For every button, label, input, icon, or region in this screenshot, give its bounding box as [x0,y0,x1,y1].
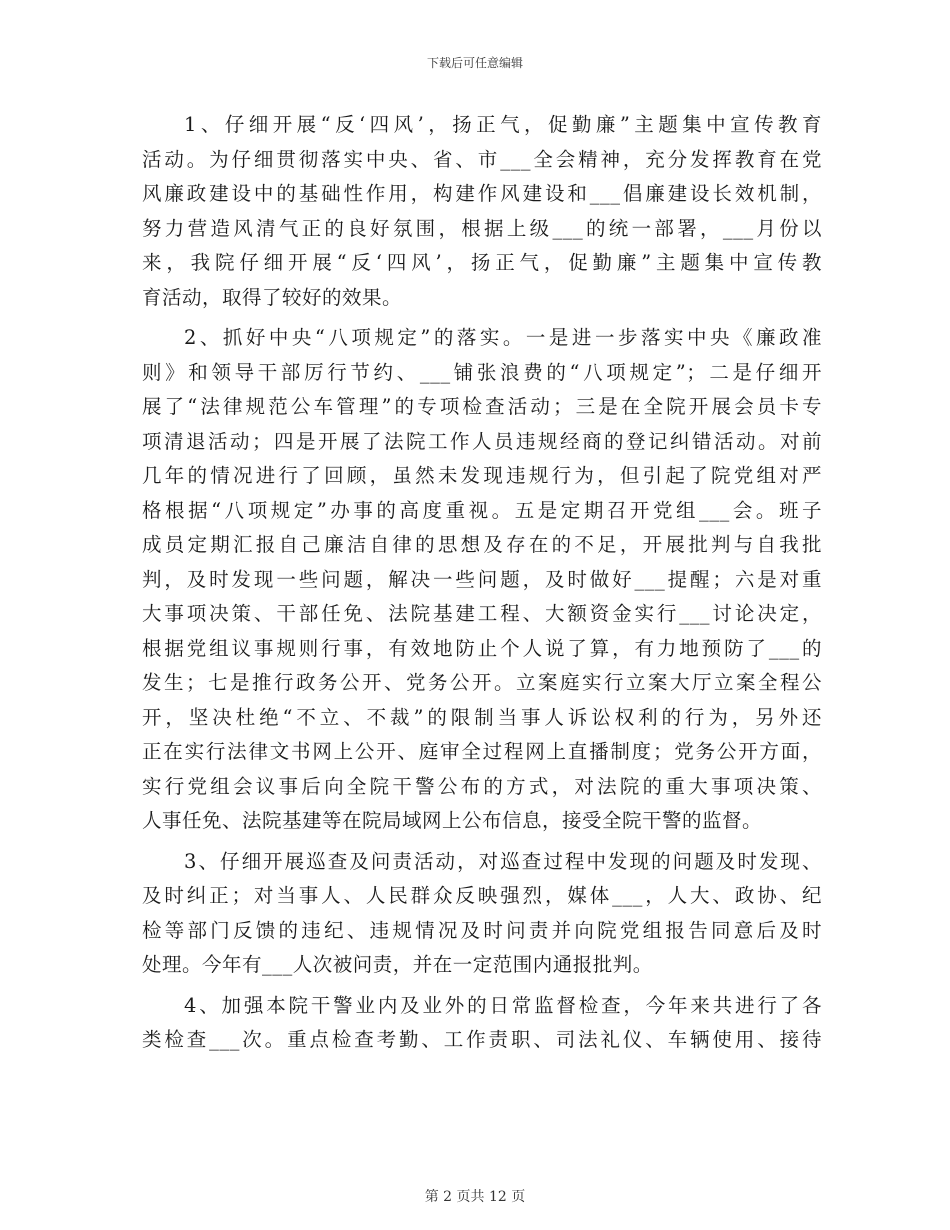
text-line: 项清退活动；四是开展了法院工作人员违规经商的登记纠错活动。对前 [142,429,822,453]
text-line: 风廉政建设中的基础性作用，构建作风建设和___倡廉建设长效机制， [142,182,822,205]
text-line: 正在实行法律文书网上公开、庭审全过程网上直播制度；党务公开方面， [142,740,822,763]
text-line: 3、仔细开展巡查及问责活动，对巡查过程中发现的问题及时发现、 [184,849,822,873]
text-line: 发生；七是推行政务公开、党务公开。立案庭实行立案大厅立案全程公 [142,671,822,694]
text-line: 则》和领导干部厉行节约、___铺张浪费的“八项规定”；二是仔细开 [142,360,822,384]
document-body [142,108,822,1058]
text-line: 展了“法律规范公车管理”的专项检查活动；三是在全院开展会员卡专 [142,395,822,418]
paragraph-4 [142,989,822,1058]
text-line: 几年的情况进行了回顾，虽然未发现违规行为，但引起了院党组对严 [142,464,822,487]
text-line: 努力营造风清气正的良好氛围，根据上级___的统一部署，___月份以 [142,216,822,240]
paragraph-1 [142,108,822,315]
text-line: 处理。今年有___人次被问责，并在一定范围内通报批判。 [142,953,653,976]
paragraph-3 [142,845,822,983]
text-line: 判，及时发现一些问题，解决一些问题，及时做好___提醒；六是对重 [142,567,822,591]
text-line: 成员定期汇报自己廉洁自律的思想及存在的不足，开展批判与自我批 [142,533,822,556]
text-line: 开，坚决杜绝“不立、不裁”的限制当事人诉讼权利的行为，另外还 [142,705,822,729]
paragraph-2 [142,321,822,839]
text-line: 人事任免、法院基建等在院局域网上公布信息，接受全院干警的监督。 [142,809,763,832]
text-line: 格根据“八项规定”办事的高度重视。五是定期召开党组___会。班子 [142,498,822,522]
text-line: 来，我院仔细开展“反‘四风’，扬正气，促勤廉”主题集中宣传教 [142,251,822,274]
page-header: 下载后可任意编辑 [426,56,523,70]
text-line: 活动。为仔细贯彻落实中央、省、市___全会精神，充分发挥教育在党 [142,147,822,171]
text-line: 类检查___次。重点检查考勤、工作责职、司法礼仪、车辆使用、接待 [142,1028,822,1051]
text-line: 根据党组议事规则行事，有效地防止个人说了算，有力地预防了___的 [142,636,822,660]
text-line: 实行党组会议事后向全院干警公布的方式，对法院的重大事项决策、 [142,774,822,798]
text-line: 检等部门反馈的违纪、违规情况及时问责并向院党组报告同意后及时 [142,918,822,942]
text-line: 育活动，取得了较好的效果。 [142,285,403,309]
page-footer: 第 2 页共 12 页 [424,1189,526,1205]
text-line: 4、加强本院干警业内及业外的日常监督检查，今年来共进行了各 [184,993,822,1017]
text-line: 2、抓好中央“八项规定”的落实。一是进一步落实中央《廉政准 [184,326,822,349]
text-line: 大事项决策、干部任免、法院基建工程、大额资金实行___讨论决定， [142,602,822,625]
text-line: 及时纠正；对当事人、人民群众反映强烈，媒体___，人大、政协、纪 [142,884,822,907]
text-line: 1、仔细开展“反‘四风’，扬正气，促勤廉”主题集中宣传教育 [184,113,822,136]
